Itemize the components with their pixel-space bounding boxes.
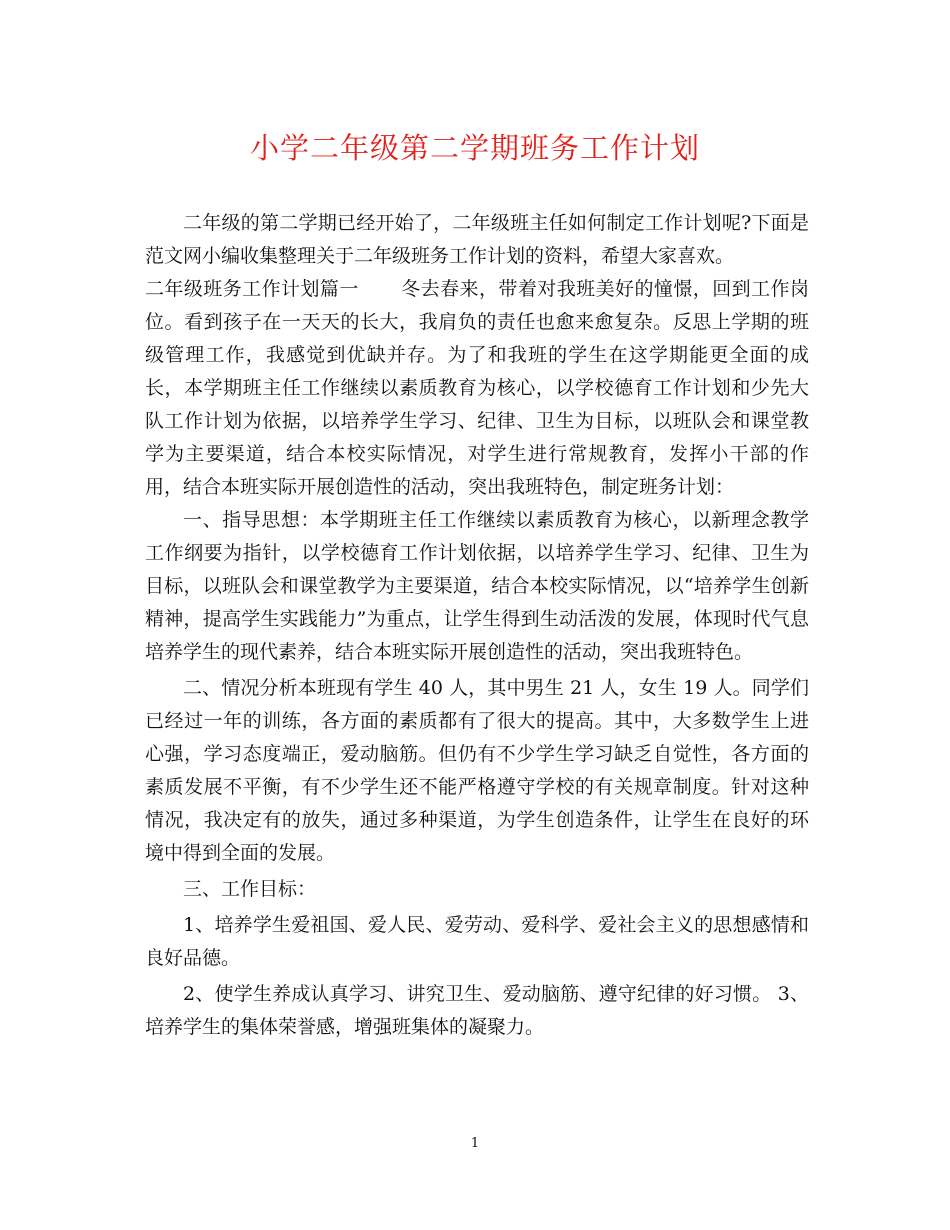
goal-1-paragraph: 1、培养学生爱祖国、爱人民、爱劳动、爱科学、爱社会主义的思想感情和良好品德。 [145,914,809,969]
section-text: 冬去春来，带着对我班美好的憧憬，回到工作岗位。看到孩子在一天天的长大，我肩负的责任也愈来愈复杂。反思上学期的班级管理工作，我感觉到优缺并存。为了和我班的学生在这学期能更全面的成长，本学期班主任工作继续以素质教育为核心，以学校德育工作计划和少先大队工作计划为依据，以培养学生学习、纪律、卫生为目标，以班队会和课堂教学为主要渠道，结合本校实际情况，对学生进行常规教育，发挥小干部的作用，结合本班实际开展创造性的活动，突出我班特色，制定班务计划： [145,278,809,498]
page-number: 1 [470,1136,480,1151]
guidance-paragraph: 一、指导思想：本学期班主任工作继续以素质教育为核心，以新理念教学工作纲要为指针，以学校德育工作计划依据，以培养学生学习、纪律、卫生为目标，以班队会和课堂教学为主要渠道，结合本校实际情况，以“培养学生创新精神，提高学生实践能力”为重点，让学生得到生动活泼的发展，体现时代气息培养学生的现代素养，结合本班实际开展创造性的活动，突出我班特色。 [145,509,809,663]
document-body [145,207,809,1044]
goals-heading: 三、工作目标： [183,878,317,900]
goal-2-3-paragraph: 2、使学生养成认真学习、讲究卫生、爱动脑筋、遵守纪律的好习惯。 3、培养学生的集体荣誉感，增强班集体的凝聚力。 [145,983,809,1038]
section-paragraph [145,273,809,504]
section-label: 二年级班务工作计划篇一 [145,278,359,300]
document-title: 小学二年级第二学期班务工作计划 [249,131,700,165]
analysis-paragraph: 二、情况分析本班现有学生 40 人，其中男生 21 人，女生 19 人。同学们已经过一年的训练，各方面的素质都有了很大的提高。其中，大多数学生上进心强，学习态度端正，爱动脑筋。但仍有不少学生学习缺乏自觉性，各方面的素质发展不平衡，有不少学生还不能严格遵守学校的有关规章制度。针对这种情况，我决定有的放失，通过多种渠道，为学生创造条件，让学生在良好的环境中得到全面的发展。 [145,677,809,864]
intro-paragraph: 二年级的第二学期已经开始了，二年级班主任如何制定工作计划呢?下面是范文网小编收集整理关于二年级班务工作计划的资料，希望大家喜欢。 [145,212,809,267]
